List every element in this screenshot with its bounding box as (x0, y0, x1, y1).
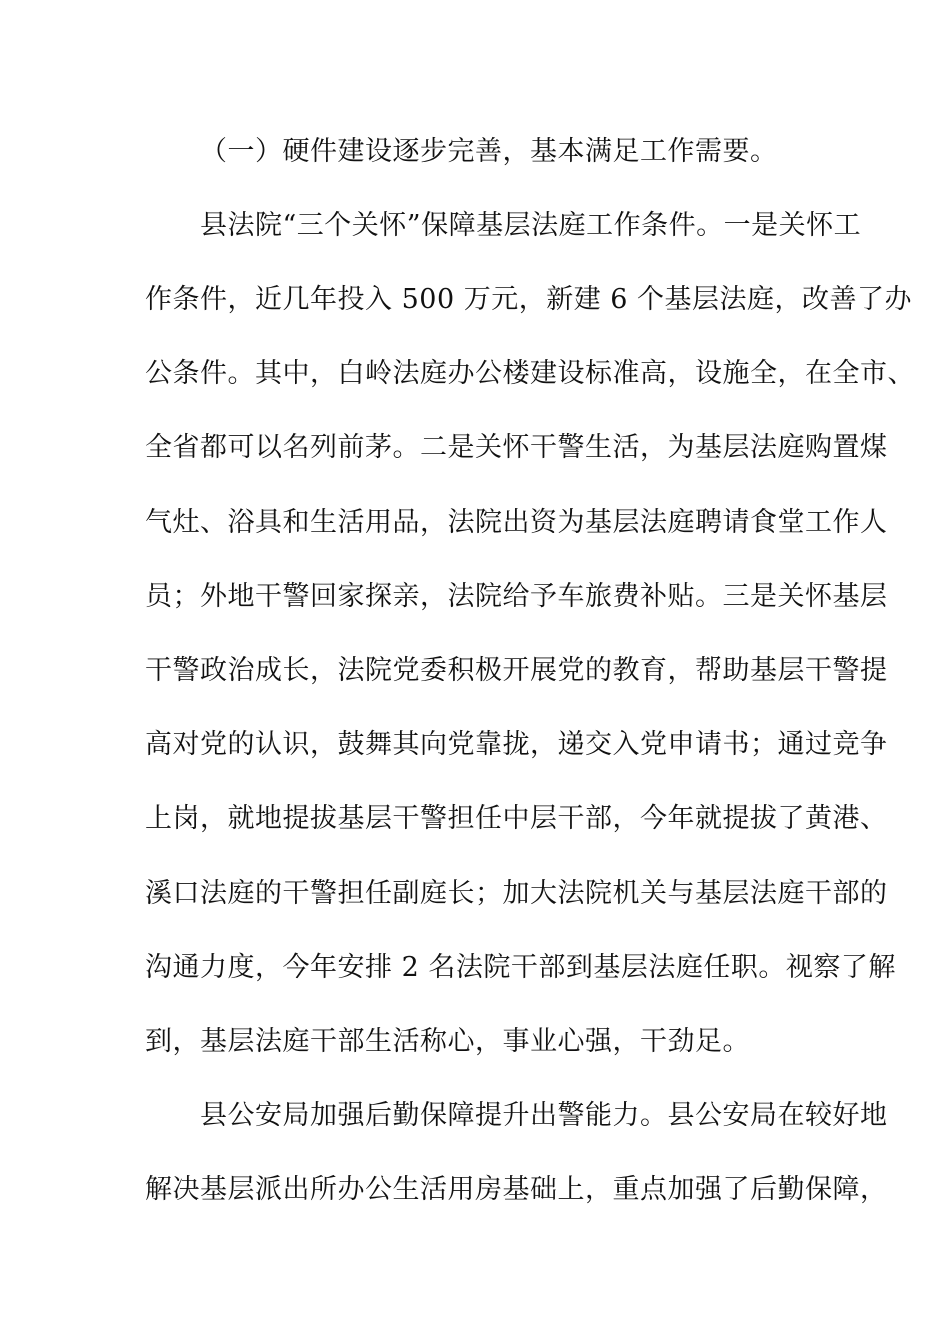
paragraph-line: 干警政治成长，法院党委积极开展党的教育，帮助基层干警提 (145, 655, 888, 686)
paragraph-line: 溪口法庭的干警担任副庭长；加大法院机关与基层法庭干部的 (145, 878, 888, 909)
paragraph-line: 员；外地干警回家探亲，法院给予车旅费补贴。三是关怀基层 (145, 581, 888, 612)
paragraph-line: 上岗，就地提拔基层干警担任中层干部，今年就提拔了黄港、 (145, 803, 888, 834)
paragraph-line: 县法院“三个关怀”保障基层法庭工作条件。一是关怀工 (200, 210, 862, 241)
paragraph-line: 到，基层法庭干部生活称心，事业心强，干劲足。 (145, 1026, 750, 1057)
paragraph-line: 解决基层派出所办公生活用房基础上，重点加强了后勤保障， (145, 1174, 888, 1205)
paragraph-line: 公条件。其中，白岭法庭办公楼建设标准高，设施全，在全市、 (145, 358, 915, 389)
section-heading: （一）硬件建设逐步完善，基本满足工作需要。 (200, 136, 778, 167)
paragraph-line: 沟通力度，今年安排 2 名法院干部到基层法庭任职。视察了解 (145, 952, 896, 983)
paragraph-line: 高对党的认识，鼓舞其向党靠拢，递交入党申请书；通过竞争 (145, 729, 888, 760)
paragraph-line: 气灶、浴具和生活用品，法院出资为基层法庭聘请食堂工作人 (145, 507, 888, 538)
paragraph-line: 作条件，近几年投入 500 万元，新建 6 个基层法庭，改善了办 (145, 284, 913, 315)
paragraph-line: 全省都可以名列前茅。二是关怀干警生活，为基层法庭购置煤 (145, 432, 888, 463)
paragraph-line: 县公安局加强后勤保障提升出警能力。县公安局在较好地 (200, 1100, 888, 1131)
